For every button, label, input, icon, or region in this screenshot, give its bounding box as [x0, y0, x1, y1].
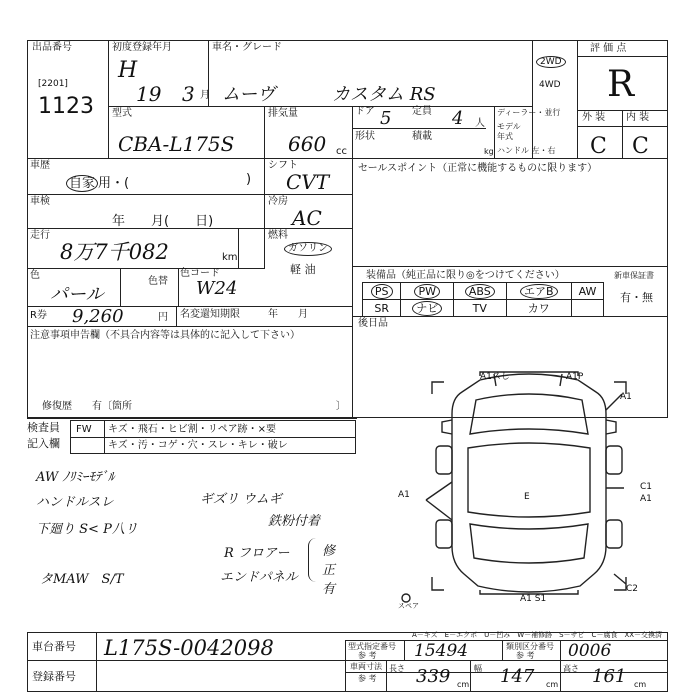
- comment-left-3: 下廻り S< P八リ: [36, 522, 138, 537]
- width-unit: cm: [546, 680, 559, 689]
- ref-3: 参 考: [358, 674, 377, 683]
- handle-label: ハンドル 左・右: [497, 146, 556, 155]
- ext-score: C: [590, 134, 607, 159]
- comment-right-2: 鉄粉付着: [268, 514, 321, 529]
- reg-month: 3: [182, 82, 195, 106]
- model-cert-label: 型式指定番号: [348, 642, 396, 651]
- era: H: [118, 58, 138, 83]
- model-cert: 15494: [414, 641, 469, 661]
- history-label: 車歴: [30, 160, 50, 171]
- model: CBA-L175S: [118, 132, 235, 156]
- color: パール: [50, 284, 104, 305]
- mark-9: C2: [626, 584, 639, 594]
- score-label: 評 価 点: [590, 43, 627, 54]
- length-unit: cm: [457, 680, 470, 689]
- model-year-label: モデル 年式: [497, 122, 521, 141]
- ref-1: 参 考: [358, 651, 377, 660]
- chassis-label: 車台番号: [32, 640, 76, 653]
- equip-sr: SR: [363, 300, 401, 317]
- inspector-line-2: キズ・汚・コゲ・穴・スレ・キレ・破レ: [108, 440, 288, 451]
- mark-8: A1 S1: [520, 594, 547, 604]
- ext-label: 外 装: [582, 112, 606, 123]
- notes-label: 注意事項申告欄（不具合内容等は具体的に記入して下さい）: [30, 330, 300, 341]
- shape-label: 形状: [355, 131, 375, 142]
- fuel-label: 燃料: [268, 230, 288, 241]
- repair-label: 修復歴 有〔箇所: [42, 401, 132, 412]
- equipment-label: 装備品（純正品に限り◎をつけてください）: [366, 270, 565, 281]
- inspector-label-2: 記入欄: [27, 437, 60, 450]
- spare-label: スペア: [398, 602, 419, 610]
- grade: カスタム RS: [332, 84, 436, 105]
- ac: AC: [292, 206, 322, 230]
- equip-ps: PS: [363, 283, 401, 300]
- recycle-label: R券: [30, 310, 47, 321]
- height: 161: [592, 666, 627, 687]
- length: 339: [416, 666, 451, 687]
- recycle-unit: 円: [158, 312, 168, 323]
- comment-left-2: ハンドルスレ: [36, 495, 114, 510]
- shift-label: シフト: [268, 160, 298, 171]
- tax-label: 名変還知期限: [180, 309, 240, 320]
- displacement: 660: [288, 132, 327, 156]
- comment-right-5: 修正 有: [322, 544, 336, 597]
- history-value: 自家 用・(: [66, 172, 129, 191]
- dealer-label: ディーラー・並行: [497, 108, 561, 117]
- km-unit: km: [222, 252, 238, 263]
- inspector-line-1: キズ・飛石・ヒビ割・リペア跡・×要: [108, 424, 276, 435]
- height-label: 高さ: [563, 664, 579, 673]
- class: 0006: [568, 641, 612, 661]
- fuel-gas: ガソリン: [284, 242, 332, 256]
- doors: 5: [380, 108, 392, 129]
- length-label: 長さ: [389, 664, 405, 673]
- shift: CVT: [286, 170, 330, 194]
- mark-1: A1スし: [480, 372, 510, 382]
- recycle: 9,260: [72, 306, 124, 327]
- capacity-unit: 人: [475, 118, 485, 129]
- warranty-label: 新車保証書: [614, 271, 654, 280]
- capacity: 4: [452, 108, 464, 129]
- mileage: 8万7千082: [60, 240, 169, 264]
- inspection-value: 年 月( 日): [112, 214, 214, 229]
- mark-4: E: [524, 492, 530, 502]
- cc-unit: cc: [336, 146, 347, 157]
- tax-value: 年 月: [268, 309, 308, 320]
- comment-bracket: [308, 538, 319, 582]
- capacity-label: 定員: [412, 106, 432, 117]
- mark-3: A1: [620, 392, 632, 402]
- load-label: 積載: [412, 131, 432, 142]
- comment-left-5: タMAW S/T: [40, 572, 124, 587]
- inspector-label-1: 検査員: [27, 421, 60, 434]
- int-score: C: [632, 134, 649, 159]
- equip-abs: ABS: [454, 283, 506, 300]
- score-value: R: [607, 64, 635, 105]
- chassis: L175S-0042098: [104, 636, 274, 660]
- ref-2: 参 考: [516, 651, 535, 660]
- carname: ムーヴ: [222, 84, 276, 105]
- first-reg-label: 初度登録年月: [112, 42, 172, 53]
- equip-pw: PW: [401, 283, 454, 300]
- color-code-label: 色コード: [180, 268, 220, 279]
- comment-right-3: R フロアー: [224, 546, 290, 561]
- vehicle-ref: 車両寸法: [350, 662, 382, 671]
- reg-year: 19: [136, 82, 162, 106]
- legend: A－キズ E－エクボ U－凹み W－補修跡 S－サビ C－腐食 XX－交換済: [412, 631, 663, 639]
- mark-6: C1: [640, 482, 653, 492]
- displacement-label: 排気量: [268, 108, 298, 119]
- class-label: 類別区分番号: [506, 642, 554, 651]
- ac-label: 冷房: [268, 196, 288, 207]
- lot-label: 出品番号: [32, 42, 72, 53]
- equipment-table: [362, 282, 604, 317]
- carname-label: 車名・グレード: [212, 42, 282, 53]
- equip-airbag: エアB: [506, 283, 571, 300]
- equip-leather: カワ: [506, 300, 571, 317]
- mileage-label: 走行: [30, 230, 50, 241]
- drive-2wd: 2WD: [536, 56, 566, 68]
- warranty-value: 有・無: [620, 291, 653, 304]
- drive-4wd: 4WD: [539, 80, 561, 90]
- height-unit: cm: [634, 680, 647, 689]
- door-label: ドア: [355, 106, 375, 117]
- width: 147: [500, 666, 535, 687]
- reg-label: 登録番号: [32, 670, 76, 683]
- width-label: 幅: [474, 664, 482, 673]
- repair-close: 〕: [336, 401, 346, 412]
- mark-7: A1: [640, 494, 652, 504]
- aftermarket-label: 後日品: [358, 318, 388, 329]
- kg-unit: kg: [484, 147, 494, 156]
- lot-code: [2201]: [38, 79, 68, 89]
- equip-tv: TV: [454, 300, 506, 317]
- month-unit: 月: [200, 90, 210, 101]
- history-close: ): [246, 172, 252, 187]
- comment-left-1: AW ﾉﾘﾐｰﾓﾃﾞﾙ: [36, 470, 115, 485]
- color-code: W24: [196, 278, 238, 299]
- sales-label: セールスポイント（正常に機能するものに限ります）: [358, 163, 598, 174]
- color-label: 色: [30, 270, 40, 281]
- model-label: 型式: [112, 108, 132, 119]
- mark-5: A1: [398, 490, 410, 500]
- equip-navi: ナビ: [401, 300, 454, 317]
- comment-right-4: エンドパネル: [220, 570, 298, 585]
- equip-aw: AW: [572, 283, 604, 300]
- inspector-fw: FW: [76, 424, 92, 435]
- int-label: 内 装: [626, 112, 650, 123]
- inspection-label: 車検: [30, 196, 50, 207]
- mark-2: A1P: [566, 372, 584, 382]
- lot-number: 1123: [38, 94, 94, 119]
- comment-right-1: ギズリ ウムギ: [200, 492, 282, 507]
- fuel-diesel: 軽 油: [290, 263, 316, 276]
- color-change-label: 色替: [148, 276, 168, 287]
